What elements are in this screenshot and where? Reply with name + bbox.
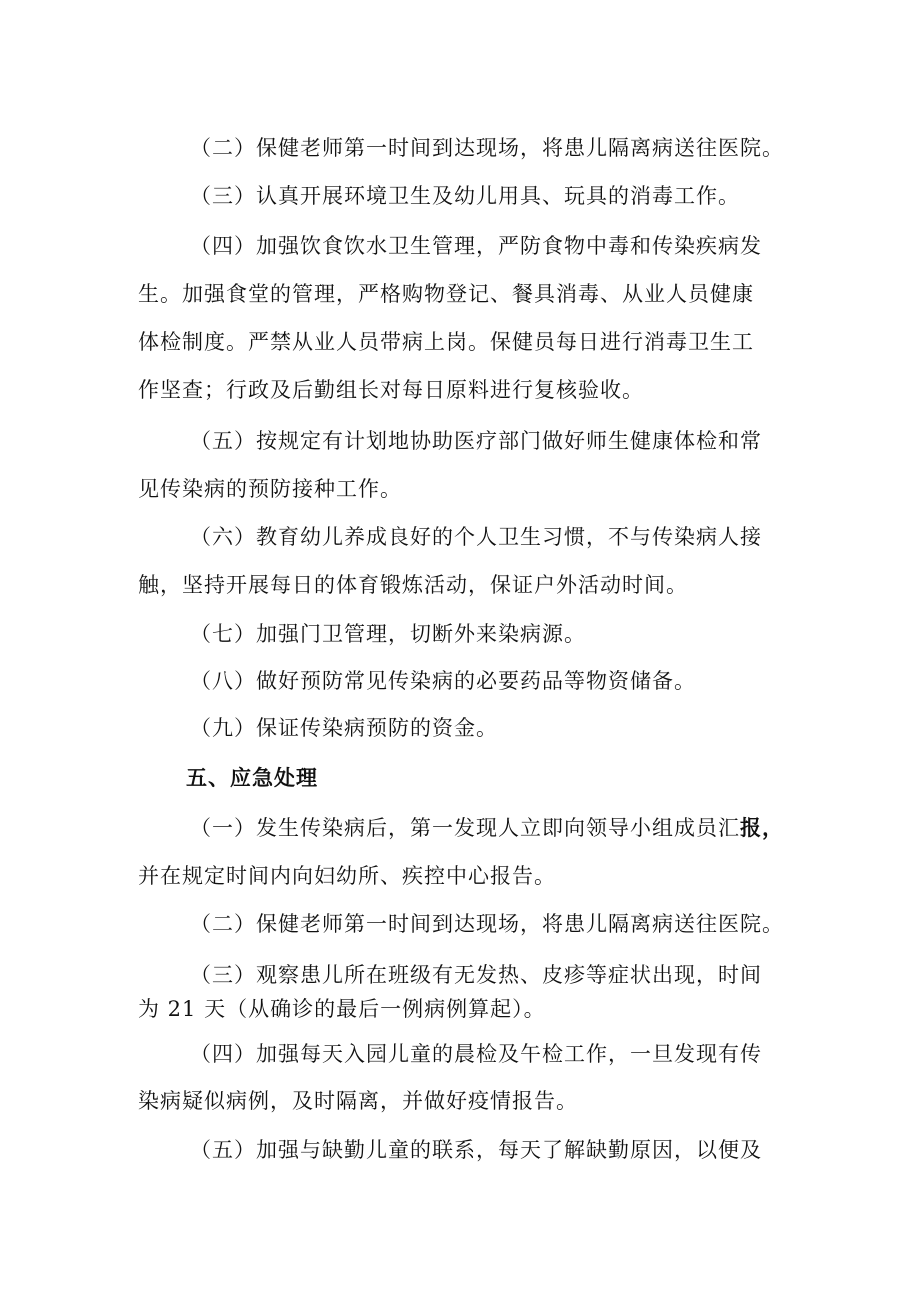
- item-six-line-2: 触，坚持开展每日的体育锻炼活动，保证户外活动时间。: [138, 573, 688, 597]
- item-three-text: （三）认真开展环境卫生及幼儿用具、玩具的消毒工作。: [190, 184, 740, 208]
- item-seven-text: （七）加强门卫管理，切断外来染病源。: [190, 622, 586, 646]
- item-nine-text: （九）保证传染病预防的资金。: [190, 716, 498, 740]
- emergency-item-five-line-1: （五）加强与缺勤儿童的联系，每天了解缺勤原因，以便及: [190, 1138, 762, 1162]
- item-two-text: （二）保健老师第一时间到达现场，将患儿隔离病送往医院。: [190, 136, 784, 160]
- item-four-line-3: 体检制度。严禁从业人员带病上岗。保健员每日进行消毒卫生工: [138, 330, 754, 354]
- emergency-item-four-line-1: （四）加强每天入园儿童的晨检及午检工作，一旦发现有传: [190, 1042, 762, 1066]
- emergency-item-four-line-2: 染病疑似病例，及时隔离，并做好疫情报告。: [138, 1089, 578, 1113]
- item-six-line-1: （六）教育幼儿养成良好的个人卫生习惯，不与传染病人接: [190, 525, 762, 549]
- item-four-line-1: （四）加强饮食饮水卫生管理，严防食物中毒和传染疾病发: [190, 234, 762, 258]
- item-four-line-2: 生。加强食堂的管理，严格购物登记、餐具消毒、从业人员健康: [138, 282, 754, 306]
- emergency-item-one-text: （一）发生传染病后，第一发现人立即向领导小组成员汇: [190, 816, 740, 840]
- emergency-item-one-line-1: [190, 814, 784, 842]
- emergency-item-three-line-1: （三）观察患儿所在班级有无发热、皮疹等症状出现，时间: [190, 963, 762, 987]
- item-four-line-4: 作坚查；行政及后勤组长对每日原料进行复核验收。: [138, 378, 644, 402]
- section-heading: 五、应急处理: [186, 765, 318, 790]
- emergency-item-one-bold: 报，: [740, 815, 784, 840]
- item-five-line-2: 见传染病的预防接种工作。: [138, 477, 402, 501]
- emergency-item-one-line-2: 并在规定时间内向妇幼所、疾控中心报告。: [138, 864, 556, 888]
- emergency-item-three-line-2: 为 21 天（从确诊的最后一例病例算起）。: [138, 997, 546, 1021]
- emergency-item-two-text: （二）保健老师第一时间到达现场，将患儿隔离病送往医院。: [190, 912, 784, 936]
- item-eight-text: （八）做好预防常见传染病的必要药品等物资储备。: [190, 669, 696, 693]
- item-five-line-1: （五）按规定有计划地协助医疗部门做好师生健康体检和常: [190, 429, 762, 453]
